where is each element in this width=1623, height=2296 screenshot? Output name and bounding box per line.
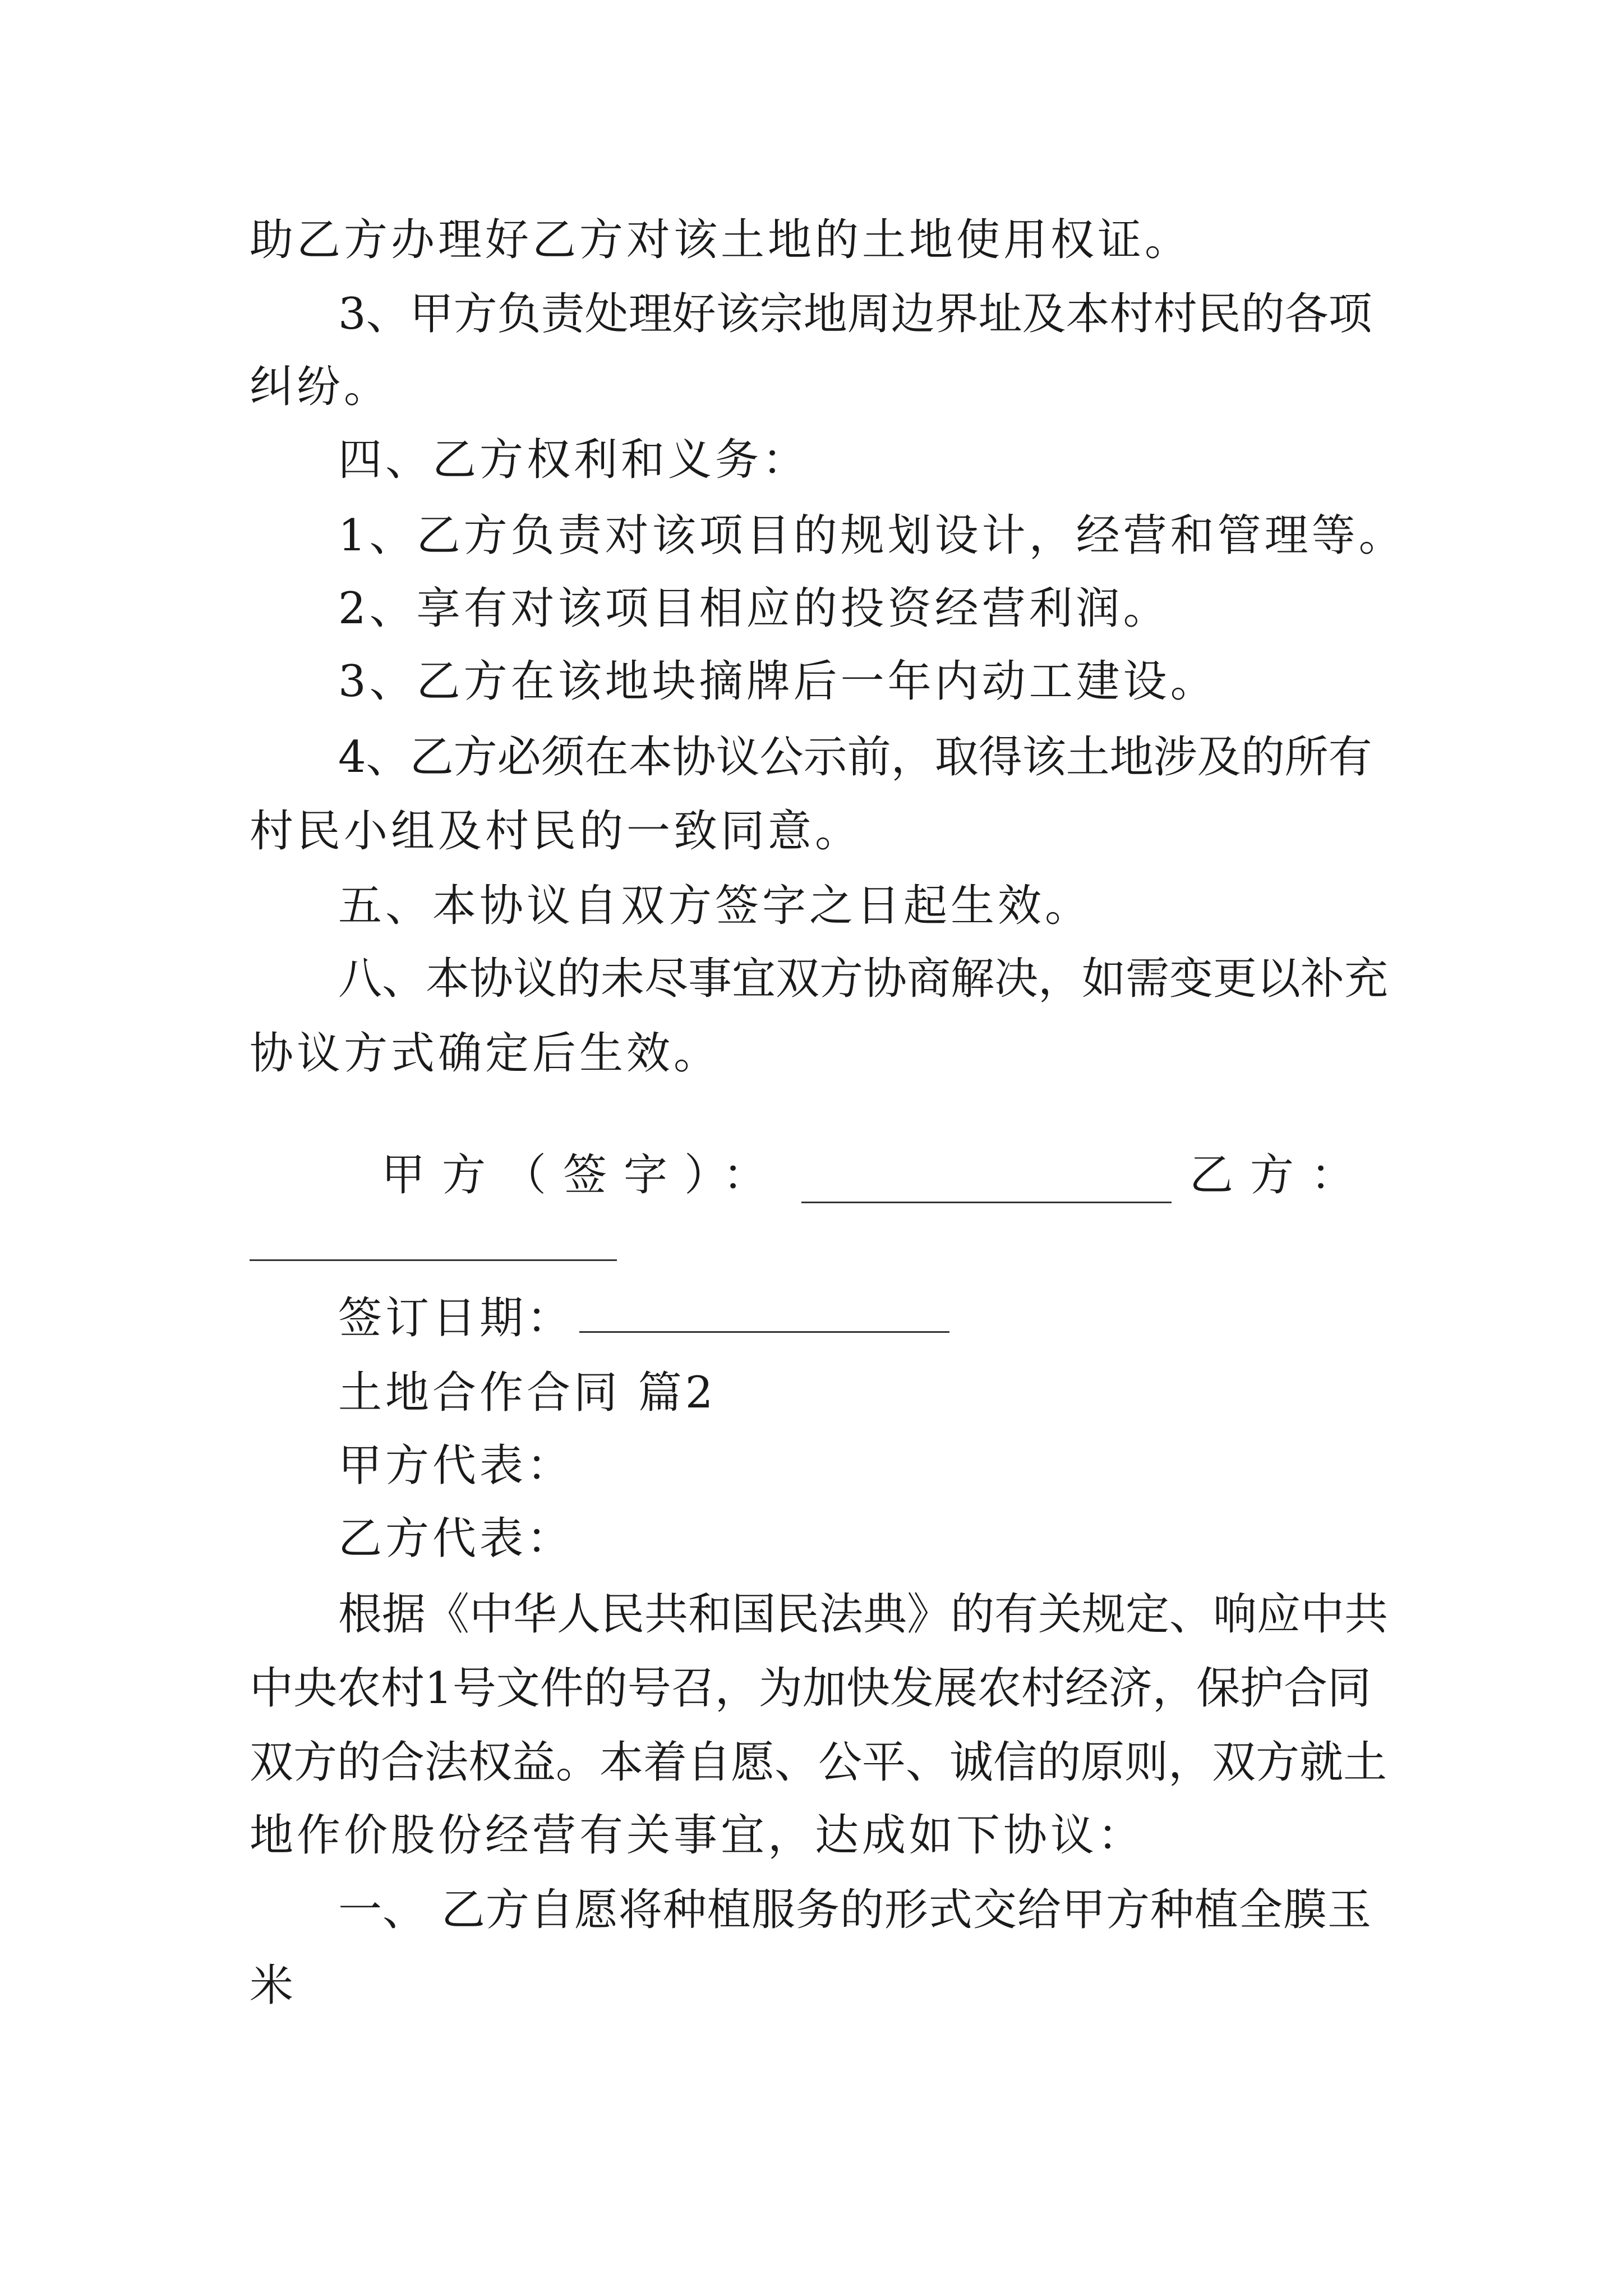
sign-date-row (338, 1290, 949, 1346)
text-line-2: 3、甲方负责处理好该宗地周边界址及本村村民的各项 (338, 289, 1372, 339)
party-a-signature-blank (801, 1162, 1172, 1203)
clause-1-line-2: 米 (250, 1961, 297, 2011)
party-b-signature-blank (250, 1220, 617, 1261)
section-heading-4: 四、乙方权利和义务： (338, 435, 810, 485)
text-line-5: 1、乙方负责对该项目的规划设计，经营和管理等。 (338, 510, 1406, 561)
text-line-11: 八、本协议的未尽事宜双方协商解决，如需变更以补充 (338, 954, 1389, 1004)
preamble-line-2: 中央农村1号文件的号召，为加快发展农村经济，保护合同 (250, 1663, 1371, 1714)
text-line-12: 协议方式确定后生效。 (250, 1028, 721, 1079)
preamble-line-3: 双方的合法权益。本着自愿、公平、诚信的原则，双方就土 (250, 1737, 1387, 1788)
text-line-3: 纠纷。 (250, 362, 391, 412)
party-b-representative: 乙方代表： (338, 1513, 574, 1564)
party-a-signature-label: 甲方（签字）： (381, 1150, 784, 1200)
text-line-8: 4、乙方必须在本协议公示前，取得该土地涉及的所有 (338, 732, 1372, 783)
section-2-title: 土地合作合同 篇2 (338, 1368, 717, 1418)
text-line-7: 3、乙方在该地块摘牌后一年内动工建设。 (338, 656, 1218, 707)
text-line-1: 助乙方办理好乙方对该土地的土地使用权证。 (250, 215, 1192, 265)
sign-date-blank (579, 1292, 949, 1333)
party-b-signature-label: 乙方： (1189, 1150, 1371, 1200)
sign-date-label: 签订日期： (338, 1293, 574, 1343)
party-a-representative: 甲方代表： (338, 1441, 574, 1491)
text-line-10: 五、本协议自双方签字之日起生效。 (338, 881, 1092, 931)
preamble-line-1: 根据《中华人民共和国民法典》的有关规定、响应中共 (338, 1589, 1389, 1640)
text-line-6: 2、享有对该项目相应的投资经营利润。 (338, 583, 1170, 634)
signature-row (381, 1147, 1371, 1203)
clause-1-line-1: 一、 乙方自愿将种植服务的形式交给甲方种植全膜玉 (338, 1885, 1371, 1935)
text-line-9: 村民小组及村民的一致同意。 (250, 806, 863, 857)
preamble-line-4: 地作价股份经营有关事宜，达成如下协议： (250, 1810, 1145, 1861)
